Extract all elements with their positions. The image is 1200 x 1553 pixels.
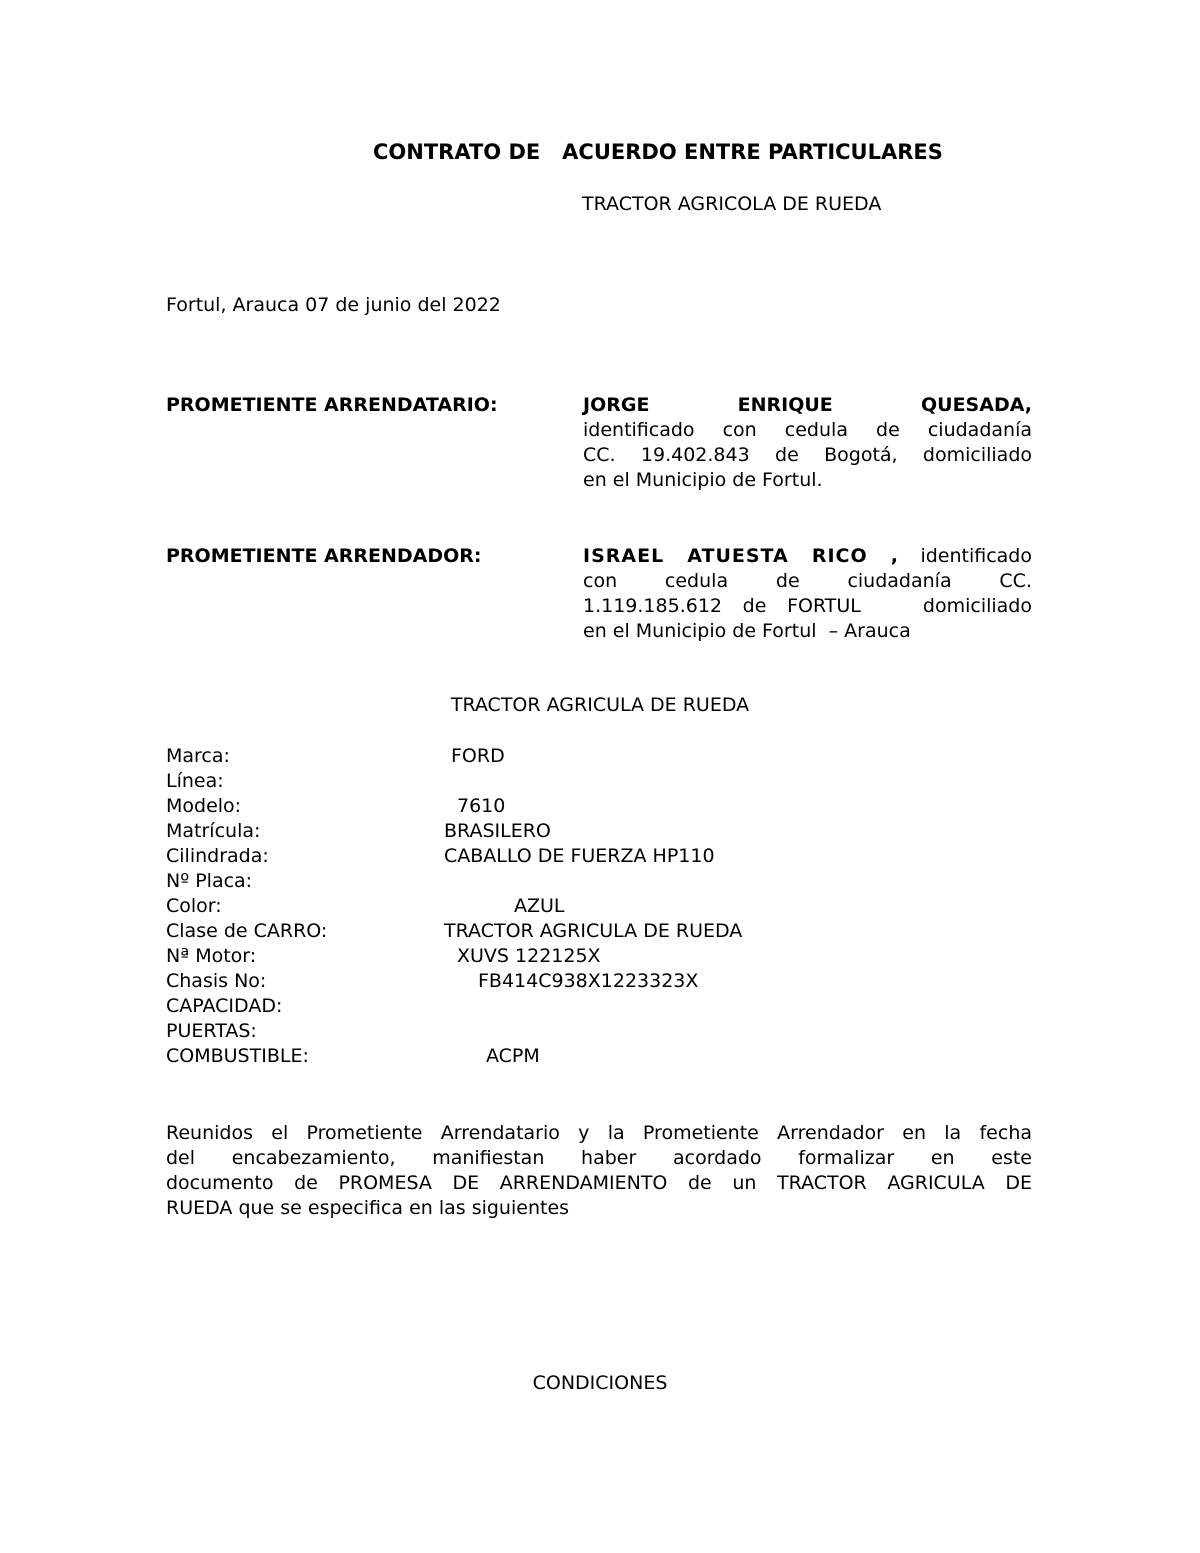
spec-value: ACPM	[486, 1045, 540, 1067]
lessor-line: con cedula de ciudadanía CC.	[583, 570, 1032, 592]
lessor-line: 1.119.185.612 de FORTUL domiciliado	[583, 595, 1032, 617]
spec-value: 7610	[457, 795, 506, 817]
spec-label: PUERTAS:	[166, 1020, 257, 1042]
paragraph-line: Reunidos el Prometiente Arrendatario y la Prometiente Arrendador en la fecha	[166, 1122, 1032, 1144]
lessor-name: ISRAEL ATUESTA RICO ,	[583, 545, 899, 567]
spec-label: Marca:	[166, 745, 230, 767]
lessee-line: en el Municipio de Fortul.	[583, 469, 823, 491]
spec-label: Línea:	[166, 770, 224, 792]
spec-value: XUVS 122125X	[457, 945, 601, 967]
spec-label: Chasis No:	[166, 970, 267, 992]
lessor-details	[583, 544, 1032, 644]
lessor-line: en el Municipio de Fortul – Arauca	[583, 620, 911, 642]
spec-value: FB414C938X1223323X	[478, 970, 699, 992]
lessor-first-line	[583, 544, 1032, 569]
spec-label: Clase de CARRO:	[166, 920, 328, 942]
lessee-line: CC. 19.402.843 de Bogotá, domiciliado	[583, 444, 1032, 466]
document-title: CONTRATO DE ACUERDO ENTRE PARTICULARES	[373, 140, 943, 164]
spec-label: Nº Placa:	[166, 870, 253, 892]
spec-label: Modelo:	[166, 795, 242, 817]
lessee-details	[583, 393, 1032, 493]
spec-label: COMBUSTIBLE:	[166, 1045, 309, 1067]
spec-label: CAPACIDAD:	[166, 995, 283, 1017]
spec-value: AZUL	[514, 895, 565, 917]
spec-label: Nª Motor:	[166, 945, 257, 967]
spec-value: CABALLO DE FUERZA HP110	[444, 845, 715, 867]
conditions-title: CONDICIONES	[532, 1372, 668, 1394]
agreement-paragraph	[166, 1121, 1032, 1221]
spec-label: Matrícula:	[166, 820, 261, 842]
lessee-line: identificado con cedula de ciudadanía	[583, 419, 1032, 441]
spec-value: BRASILERO	[444, 820, 551, 842]
paragraph-line: documento de PROMESA DE ARRENDAMIENTO de un TRACTOR AGRICULA DE	[166, 1172, 1032, 1194]
spec-value: TRACTOR AGRICULA DE RUEDA	[444, 920, 743, 942]
lessee-label: PROMETIENTE ARRENDATARIO:	[166, 394, 498, 416]
paragraph-line: RUEDA que se especifica en las siguientes	[166, 1197, 570, 1219]
paragraph-line: del encabezamiento, manifiestan haber acordado formalizar en este	[166, 1147, 1032, 1169]
document-subtitle: TRACTOR AGRICOLA DE RUEDA	[582, 193, 882, 215]
lessee-name: JORGE ENRIQUE QUESADA,	[583, 394, 1032, 416]
spec-label: Cilindrada:	[166, 845, 269, 867]
vehicle-section-title: TRACTOR AGRICULA DE RUEDA	[450, 694, 750, 716]
spec-label: Color:	[166, 895, 222, 917]
date-line: Fortul, Arauca 07 de junio del 2022	[166, 294, 501, 316]
lessor-label: PROMETIENTE ARRENDADOR:	[166, 545, 482, 567]
lessor-first-rest: identificado	[920, 545, 1032, 567]
spec-value: FORD	[451, 745, 505, 767]
